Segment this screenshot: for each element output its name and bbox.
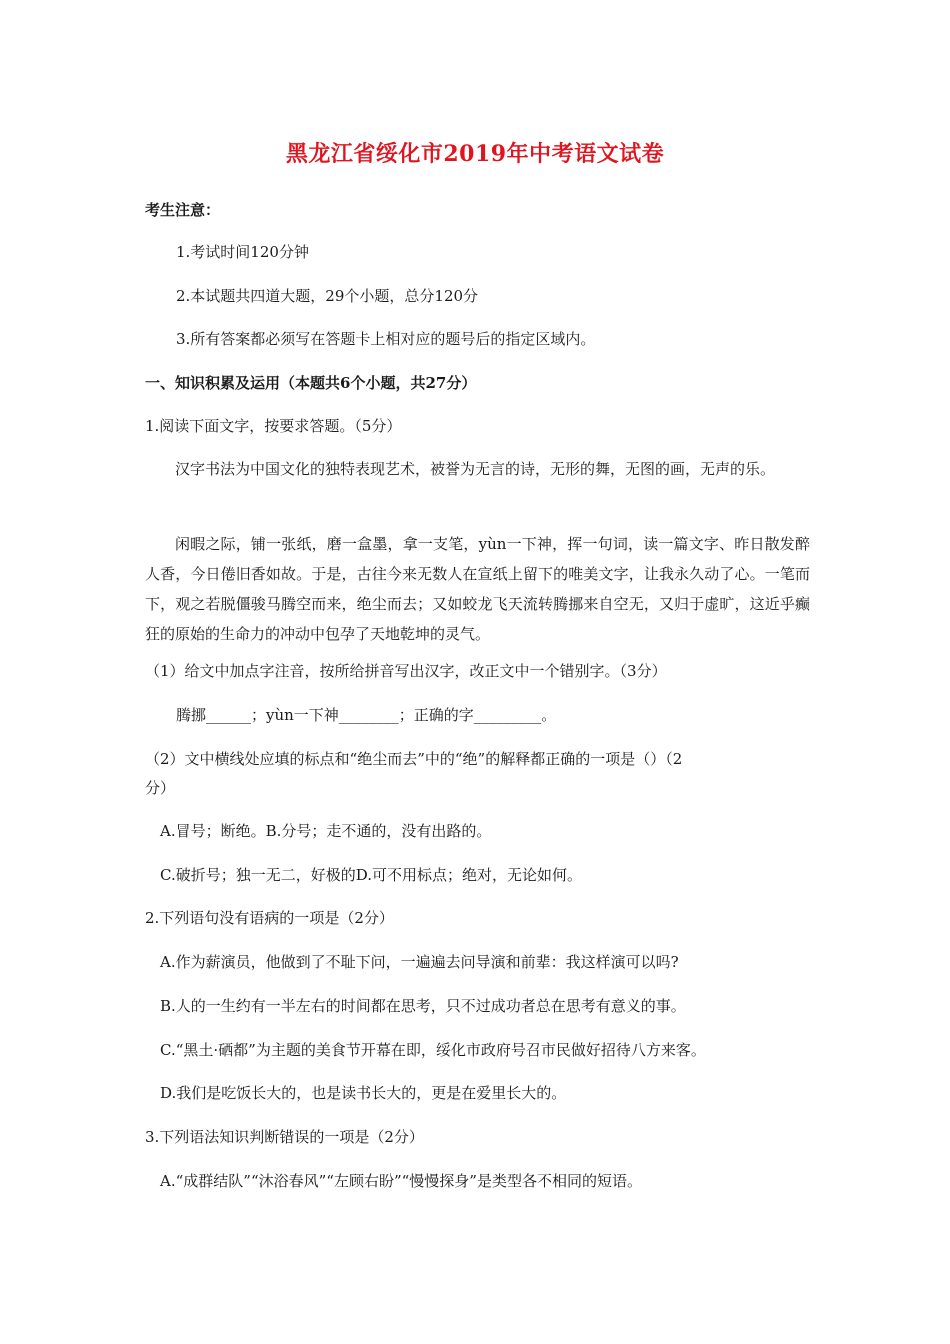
notice-item-2: 2.本试题共四道大题，29个小题，总分120分 bbox=[176, 287, 479, 305]
question-3-option-a: A.“成群结队”“沐浴春风”“左顾右盼”“慢慢探身”是类型各不相同的短语。 bbox=[160, 1172, 642, 1190]
question-1-sub-1-blanks: 腾挪______；yùn一下神________；正确的字_________。 bbox=[176, 706, 557, 724]
exam-title: 黑龙江省绥化市2019年中考语文试卷 bbox=[285, 141, 665, 167]
question-2-option-d: D.我们是吃饭长大的，也是读书长大的，更是在爱里长大的。 bbox=[160, 1084, 567, 1102]
question-2-option-c: C.“黑土·硒都”为主题的美食节开幕在即，绥化市政府号召市民做好招待八方来客。 bbox=[160, 1041, 706, 1059]
question-1-passage-para-2: 闲暇之际，铺一张纸，磨一盒墨，拿一支笔，yùn一下神，挥一句词，读一篇文字、昨日散发醉人香，今日倦旧香如故。于是，古往今来无数人在宣纸上留下的唯美文字，让我永久动了心。一笔而下，观之若脱僵骏马腾空而来，绝尘而去；又如蛟龙飞天流转腾挪来自空无，又归于虚旷，这近乎癫狂的原始的生命力的冲动中包孕了天地乾坤的灵气。 bbox=[145, 535, 810, 643]
notice-item-1: 1.考试时间120分钟 bbox=[176, 243, 309, 261]
question-1-passage-para-1: 汉字书法为中国文化的独特表现艺术，被誉为无言的诗，无形的舞，无图的画，无声的乐。 bbox=[175, 460, 776, 478]
question-2-option-a: A.作为薪演员，他做到了不耻下问，一遍遍去问导演和前辈：我这样演可以吗? bbox=[160, 953, 679, 971]
question-1-stem: 1.阅读下面文字，按要求答题。（5分） bbox=[145, 417, 402, 435]
question-2-stem: 2.下列语句没有语病的一项是（2分） bbox=[145, 909, 394, 927]
notice-item-3: 3.所有答案都必须写在答题卡上相对应的题号后的指定区域内。 bbox=[176, 330, 596, 348]
notice-heading: 考生注意： bbox=[145, 201, 221, 219]
section-heading: 一、知识积累及运用（本题共6个小题，共27分） bbox=[145, 374, 477, 392]
question-2-option-b: B.人的一生约有一半左右的时间都在思考，只不过成功者总在思考有意义的事。 bbox=[160, 997, 686, 1015]
question-1-options-cd: C.破折号；独一无二，好极的D.可不用标点；绝对，无论如何。 bbox=[160, 866, 582, 884]
question-1-sub-2-line-2: 分） bbox=[145, 779, 176, 797]
question-1-sub-1: （1）给文中加点字注音，按所给拼音写出汉字，改正文中一个错别字。（3分） bbox=[145, 662, 667, 680]
question-1-options-ab: A.冒号；断绝。B.分号；走不通的，没有出路的。 bbox=[160, 822, 492, 840]
question-1-sub-2-line-1: （2）文中横线处应填的标点和“绝尘而去”中的“绝”的解释都正确的一项是（）（2 bbox=[145, 750, 683, 768]
question-3-stem: 3.下列语法知识判断错误的一项是（2分） bbox=[145, 1128, 424, 1146]
